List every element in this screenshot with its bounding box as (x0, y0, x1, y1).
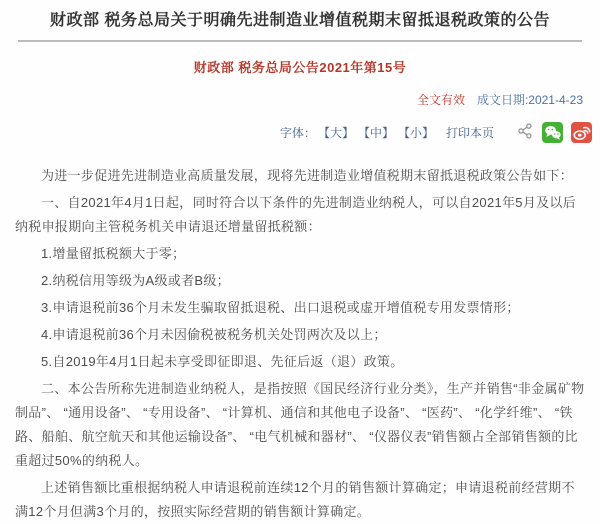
print-page-button[interactable]: 打印本页 (445, 126, 494, 140)
font-size-label: 字体： (279, 126, 316, 140)
meta-row (0, 91, 600, 108)
weibo-share-button[interactable] (571, 122, 592, 143)
share-button[interactable] (516, 122, 534, 143)
wechat-share-button[interactable] (542, 122, 563, 143)
weibo-icon (571, 122, 592, 143)
body-paragraph: 4.申请退税前36个月未因偷税被税务机关处罚两次及以上； (41, 327, 387, 342)
body-paragraph: 为进一步促进先进制造业高质量发展，现将先进制造业增值税期末留抵退税政策公告如下： (41, 168, 574, 183)
document-body (0, 164, 600, 524)
body-paragraph: 二、本公告所称先进制造业纳税人，是指按照《国民经济行业分类》，生产并销售“非金属矿物制品”、 “通用设备”、 “专用设备”、 “计算机、通信和其他电子设备”、 “医药”、 “化学纤维”、 “铁路、船舶、航空航天和其他运输设备”、 “电气机械和器材”、 “仪器仪表”销售额占全部销售额的比重超过50%的纳税人。 (15, 381, 585, 468)
status-badge: 全文有效 (416, 93, 465, 107)
document-number: 财政部 税务总局公告2021年第15号 (193, 60, 407, 75)
body-paragraph: 5.自2019年4月1日起未享受即征即退、先征后返（退）政策。 (41, 354, 404, 369)
document-header (0, 0, 600, 76)
publish-date: 成文日期:2021-4-23 (476, 93, 583, 107)
font-size-large-button[interactable]: 【大】 (317, 126, 354, 140)
font-size-medium-button[interactable]: 【中】 (357, 126, 394, 140)
body-paragraph: 1.增量留抵税额大于零； (41, 246, 186, 261)
wechat-icon (542, 122, 563, 143)
title-divider (18, 40, 582, 42)
share-icon (516, 122, 534, 143)
body-paragraph: 2.纳税信用等级为A级或者B级； (41, 273, 230, 288)
body-paragraph: 一、自2021年4月1日起，同时符合以下条件的先进制造业纳税人，可以自2021年5月及以后纳税申报期向主管税务机关申请退还增量留抵税额： (15, 195, 577, 234)
body-paragraph: 3.申请退税前36个月未发生骗取留抵退税、出口退税或虚开增值税专用发票情形； (41, 300, 520, 315)
font-size-small-button[interactable]: 【小】 (397, 126, 434, 140)
page-title: 财政部 税务总局关于明确先进制造业增值税期末留抵退税政策的公告 (50, 12, 550, 29)
toolbar (0, 121, 600, 144)
body-paragraph: 上述销售额比重根据纳税人申请退税前连续12个月的销售额计算确定；申请退税前经营期不满12个月但满3个月的，按照实际经营期的销售额计算确定。 (15, 480, 575, 519)
